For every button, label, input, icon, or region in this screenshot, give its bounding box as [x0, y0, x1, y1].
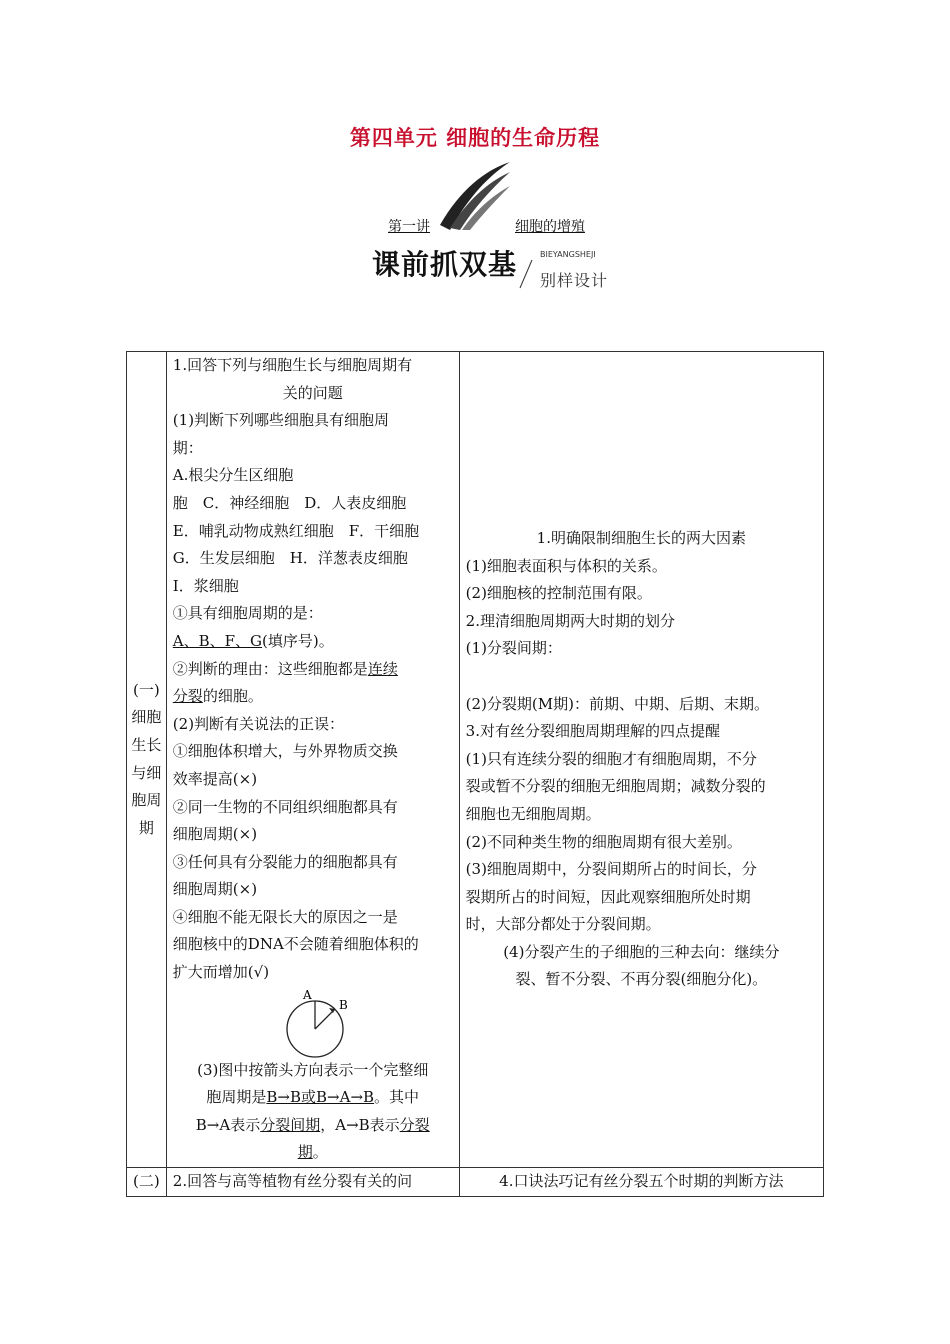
option-line: E．哺乳动物成熟红细胞 F．干细胞 — [172, 521, 420, 540]
judge-line: 细胞周期(×) — [172, 880, 258, 899]
table-row — [127, 1168, 824, 1197]
answer-head: B→A表示 — [195, 1115, 261, 1134]
answer-line — [173, 683, 453, 711]
cell-cycle-figure — [173, 987, 453, 1057]
note-line: (1)只有连续分裂的细胞才有细胞周期，不分 — [465, 749, 757, 768]
cell-cycle-diagram — [277, 987, 367, 1059]
note-line: (2)不同种类生物的细胞周期有很大差别。 — [465, 832, 742, 851]
answer-blank: 分裂 — [399, 1115, 430, 1134]
section-label-line: 生长 — [131, 735, 162, 754]
question-line: (2)判断有关说法的正误： — [172, 714, 345, 733]
notes-cell — [459, 1168, 823, 1197]
question-cell — [166, 1168, 459, 1197]
question-line: (1)判断下列哪些细胞具有细胞周 — [172, 411, 390, 430]
option-line: 胞 C．神经细胞 D．人表皮细胞 — [172, 493, 407, 512]
note-line: 3.对有丝分裂细胞周期理解的四点提醒 — [465, 722, 720, 741]
note-line: (1)细胞表面积与体积的关系。 — [465, 556, 667, 575]
banner-heading: 课前抓双基 — [372, 248, 518, 281]
note-line: (4)分裂产生的子细胞的三种去向：继续分 — [503, 942, 780, 961]
note-line: (2)分裂期(M期)：前期、中期、后期、末期。 — [465, 694, 769, 713]
section-label-line: 细胞 — [131, 708, 162, 727]
note-line: (2)细胞核的控制范围有限。 — [465, 584, 652, 603]
note-line: 4.口诀法巧记有丝分裂五个时期的判断方法 — [499, 1172, 784, 1191]
note-line: 裂期所占的时间短，因此观察细胞所处时期 — [465, 887, 751, 906]
section-label-line: 与细 — [131, 763, 162, 782]
notes-cell — [459, 352, 823, 1168]
answer-line — [173, 1112, 453, 1140]
answer-tail: 的细胞。 — [202, 687, 263, 706]
answer-line — [173, 656, 453, 684]
question-cell — [166, 352, 459, 1168]
answer-blank: B→B或B→A→B — [266, 1088, 375, 1107]
answer-tail: (填序号)。 — [262, 631, 334, 650]
banner-pinyin: BIEYANGSHEJI — [540, 250, 596, 259]
note-line: 时，大部分都处于分裂间期。 — [465, 915, 661, 934]
answer-blank: 连续 — [367, 659, 398, 678]
answer-tail: 。 — [312, 1143, 328, 1162]
section-label-cell — [127, 352, 167, 1168]
judge-line: 扩大而增加(√) — [172, 963, 270, 982]
judge-line: ④细胞不能无限长大的原因之一是 — [172, 907, 398, 926]
section-label-line: 胞周 — [131, 791, 162, 810]
question-line: 关的问题 — [282, 383, 343, 402]
answer-line — [173, 628, 453, 656]
section-label-cell — [127, 1168, 167, 1197]
table-row — [127, 352, 824, 1168]
option-line: I．浆细胞 — [172, 576, 239, 595]
judge-line: ②同一生物的不同组织细胞都具有 — [172, 797, 398, 816]
question-line: (3)图中按箭头方向表示一个完整细 — [197, 1060, 429, 1079]
note-line: (3)细胞周期中，分裂间期所占的时间长，分 — [465, 860, 757, 879]
answer-blank: 分裂间期 — [260, 1115, 321, 1134]
judge-line: ③任何具有分裂能力的细胞都具有 — [172, 852, 398, 871]
question-line: ①具有细胞周期的是： — [172, 604, 323, 623]
banner-subtitle: 别样设计 — [540, 271, 609, 290]
point-a-label: A — [302, 987, 312, 1002]
note-line: 2.理清细胞周期两大时期的划分 — [465, 611, 675, 630]
point-b-label: B — [338, 997, 348, 1012]
judge-line: 效率提高(×) — [172, 769, 258, 788]
question-line: 期： — [172, 438, 203, 457]
judge-line: 细胞周期(×) — [172, 825, 258, 844]
answer-line — [173, 1084, 453, 1112]
note-line: 细胞也无细胞周期。 — [465, 804, 601, 823]
note-line: 裂、暂不分裂、不再分裂(细胞分化)。 — [515, 970, 768, 989]
section-label-line: (二) — [133, 1172, 160, 1191]
question-line: 1.回答下列与细胞生长与细胞周期有 — [172, 356, 413, 374]
answer-blank: A、B、F、G — [172, 631, 263, 650]
answer-line — [173, 1139, 453, 1167]
note-line: (1)分裂间期： — [465, 639, 562, 658]
note-line — [466, 663, 817, 691]
answer-head: ②判断的理由：这些细胞都是 — [172, 659, 368, 678]
option-line: G．生发层细胞 H．洋葱表皮细胞 — [172, 549, 408, 568]
option-line: A.根尖分生区细胞 — [172, 466, 294, 485]
unit-title: 第四单元 细胞的生命历程 — [349, 125, 601, 150]
note-line: 裂或暂不分裂的细胞无细胞周期；减数分裂的 — [465, 777, 766, 796]
section-label-line: (一) — [133, 680, 160, 699]
answer-head: 胞周期是 — [206, 1088, 267, 1107]
judge-line: 细胞核中的DNA不会随着细胞体积的 — [172, 935, 419, 954]
answer-mid: ，A→B表示 — [320, 1115, 400, 1134]
content-table — [126, 351, 824, 1197]
answer-tail: 。其中 — [374, 1088, 420, 1107]
section-label-line: 期 — [138, 818, 154, 837]
lecture-number: 第一讲 — [388, 219, 430, 235]
answer-blank: 分裂 — [172, 687, 203, 706]
answer-blank: 期 — [297, 1143, 313, 1162]
lecture-name: 细胞的增殖 — [515, 219, 585, 235]
judge-line: ①细胞体积增大，与外界物质交换 — [172, 742, 398, 761]
question-line: 2.回答与高等植物有丝分裂有关的问 — [172, 1172, 413, 1191]
note-line: 1.明确限制细胞生长的两大因素 — [536, 528, 746, 547]
